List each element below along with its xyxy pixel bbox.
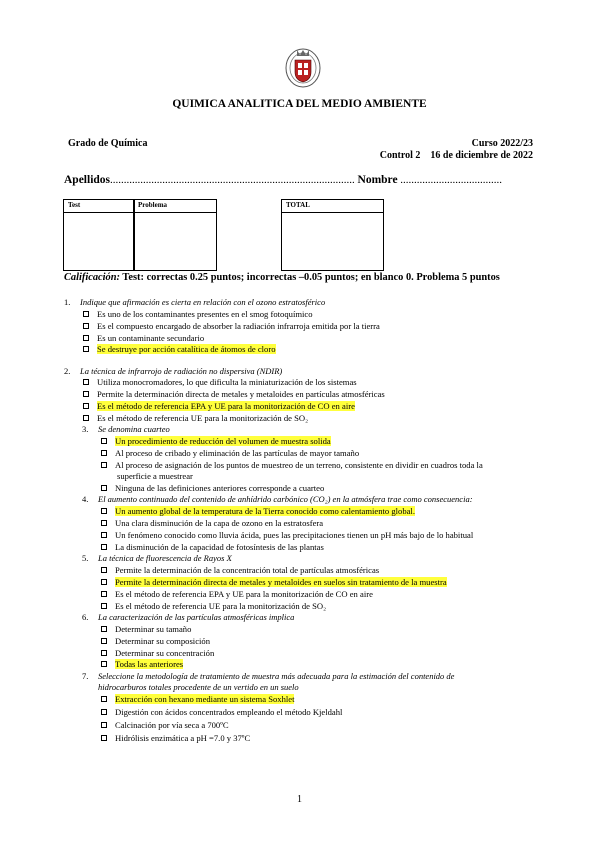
option[interactable]: Al proceso de asignación de los puntos de muestreo de un terreno, consistente en dividir en cuadros toda la (101, 460, 483, 470)
grading-rules (64, 272, 500, 283)
test-label: Test (68, 201, 81, 209)
checkbox[interactable] (101, 638, 107, 644)
option-continuation: superficie a muestrear (117, 471, 193, 481)
question-7-continuation: hidrocarburos totales procedente de un vertido en un suelo (98, 682, 299, 692)
checkbox[interactable] (101, 579, 107, 585)
checkbox[interactable] (83, 335, 89, 341)
checkbox[interactable] (83, 323, 89, 329)
checkbox[interactable] (101, 722, 107, 728)
question-3: 3. Se denomina cuarteo (82, 424, 170, 434)
option[interactable]: Una clara disminución de la capa de ozono en la estratosfera (101, 518, 323, 528)
checkbox[interactable] (83, 311, 89, 317)
option-correct[interactable]: Se destruye por acción catalítica de átomos de cloro (83, 344, 276, 354)
option[interactable]: Es el método de referencia UE para la monitorización de SO₂ (83, 413, 308, 423)
checkbox[interactable] (101, 735, 107, 741)
nombre-field[interactable]: ..................................... (400, 174, 503, 186)
question-1: 1. Indique que afirmación es cierta en relación con el ozono estratosférico (64, 297, 326, 307)
option[interactable]: Digestión con ácidos concentrados empleando el método Kjeldahl (101, 707, 342, 717)
question-7: 7. Seleccione la metodología de tratamiento de muestra más adecuada para la estimación del contenido de (82, 671, 455, 681)
problema-label: Problema (138, 201, 168, 209)
option[interactable]: Permite la determinación de la concentración total de partículas atmosféricas (101, 565, 379, 575)
option[interactable]: Es el método de referencia EPA y UE para la monitorización de CO en aire (101, 589, 373, 599)
checkbox[interactable] (101, 438, 107, 444)
problema-score-box[interactable] (133, 199, 217, 271)
checkbox[interactable] (83, 346, 89, 352)
checkbox[interactable] (101, 696, 107, 702)
option-correct[interactable]: Permite la determinación directa de metales y metaloides en suelos sin tratamiento de la muestra (101, 577, 447, 587)
degree-label: Grado de Química (68, 138, 148, 149)
checkbox[interactable] (83, 415, 89, 421)
checkbox[interactable] (101, 591, 107, 597)
question-5: 5. La técnica de fluorescencia de Rayos X (82, 553, 232, 563)
option-correct[interactable]: Es el método de referencia EPA y UE para la monitorización de CO en aire (83, 401, 355, 411)
apellidos-label: Apellidos (64, 174, 111, 186)
option[interactable]: Determinar su concentración (101, 648, 214, 658)
university-seal-icon (283, 44, 323, 90)
option[interactable]: Permite la determinación directa de metales y metaloides en partículas atmosféricas (83, 389, 385, 399)
checkbox[interactable] (101, 709, 107, 715)
question-6: 6. La caracterización de las partículas atmosféricas implica (82, 612, 295, 622)
option-correct[interactable]: Todas las anteriores (101, 659, 183, 669)
option[interactable]: Al proceso de cribado y eliminación de las partículas de mayor tamaño (101, 448, 359, 458)
option-correct[interactable]: Un aumento global de la temperatura de la Tierra conocido como calentamiento global. (101, 506, 415, 516)
test-score-box[interactable] (63, 199, 135, 271)
option[interactable]: Determinar su composición (101, 636, 210, 646)
apellidos-field[interactable]: ......................................................................................... (110, 174, 355, 186)
checkbox[interactable] (83, 403, 89, 409)
checkbox[interactable] (101, 508, 107, 514)
calificacion-text: Test: correctas 0.25 puntos; incorrectas –0.05 puntos; en blanco 0. Problema 5 puntos (122, 272, 500, 283)
checkbox[interactable] (101, 532, 107, 538)
checkbox[interactable] (101, 544, 107, 550)
page-title: QUIMICA ANALITICA DEL MEDIO AMBIENTE (172, 98, 427, 110)
checkbox[interactable] (101, 603, 107, 609)
checkbox[interactable] (101, 520, 107, 526)
option[interactable]: Hidrólisis enzimática a pH =7.0 y 37ºC (101, 733, 250, 743)
exam-date: Control 2 16 de diciembre de 2022 (379, 150, 533, 161)
option-correct[interactable]: Extracción con hexano mediante un sistema Soxhlet (101, 694, 294, 704)
option[interactable]: Ninguna de las definiciones anteriores corresponde a cuarteo (101, 483, 324, 493)
checkbox[interactable] (101, 661, 107, 667)
total-label: TOTAL (286, 201, 310, 209)
checkbox[interactable] (101, 650, 107, 656)
checkbox[interactable] (83, 391, 89, 397)
option[interactable]: Es el compuesto encargado de absorber la radiación infrarroja emitida por la tierra (83, 321, 380, 331)
option[interactable]: Es uno de los contaminantes presentes en el smog fotoquímico (83, 309, 313, 319)
checkbox[interactable] (101, 462, 107, 468)
option[interactable]: Es el método de referencia UE para la monitorización de SO₂ (101, 601, 326, 611)
checkbox[interactable] (101, 450, 107, 456)
option[interactable]: Calcinación por vía seca a 700ºC (101, 720, 229, 730)
checkbox[interactable] (101, 626, 107, 632)
total-score-box[interactable] (281, 199, 384, 271)
name-fields (64, 174, 502, 186)
option[interactable]: La disminución de la capacidad de fotosíntesis de las plantas (101, 542, 324, 552)
question-4: 4. El aumento continuado del contenido de anhídrido carbónico (CO₂) en la atmósfera trae como consecuencia: (82, 494, 473, 504)
option-correct[interactable]: Un procedimiento de reducción del volumen de muestra solida (101, 436, 331, 446)
course-year: Curso 2022/23 (471, 138, 533, 149)
option[interactable]: Es un contaminante secundario (83, 333, 204, 343)
calificacion-label: Calificación: (64, 272, 120, 283)
page-number: 1 (297, 794, 302, 805)
option[interactable]: Un fenómeno conocido como lluvia ácida, pues las precipitaciones tienen un pH más bajo de lo habitual (101, 530, 473, 540)
option[interactable]: Determinar su tamaño (101, 624, 191, 634)
question-2: 2. La técnica de infrarrojo de radiación no dispersiva (NDIR) (64, 366, 283, 376)
option[interactable]: Utiliza monocromadores, lo que dificulta la miniaturización de los sistemas (83, 377, 357, 387)
nombre-label: Nombre (357, 174, 398, 186)
checkbox[interactable] (101, 567, 107, 573)
checkbox[interactable] (101, 485, 107, 491)
checkbox[interactable] (83, 379, 89, 385)
